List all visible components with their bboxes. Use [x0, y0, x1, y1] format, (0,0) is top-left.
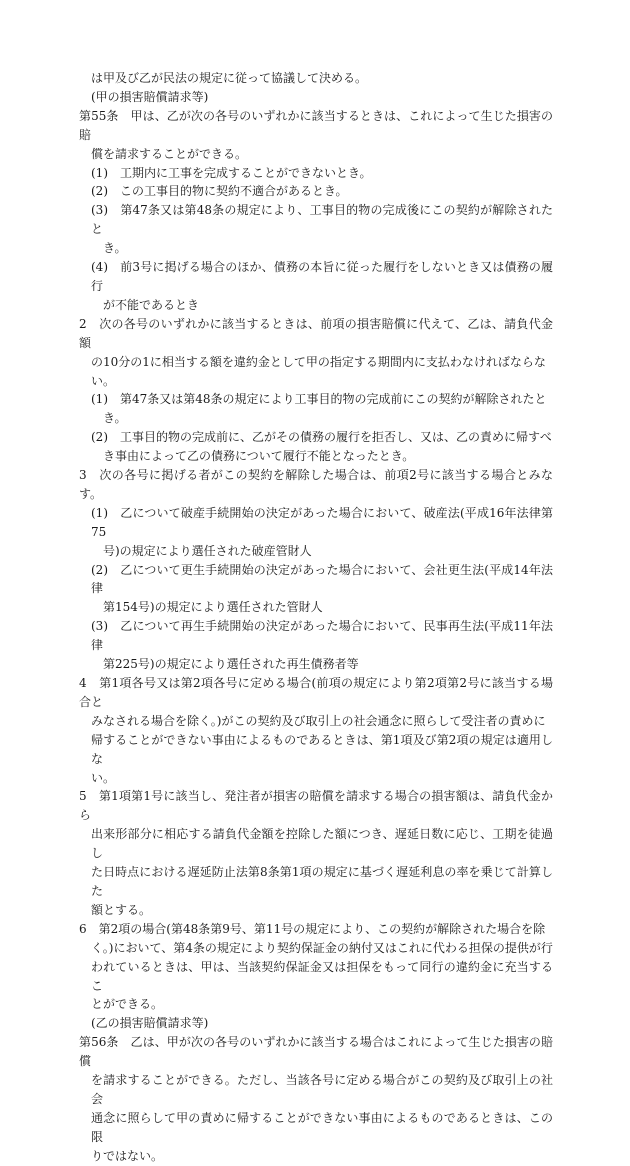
text-line: われているときは、甲は、当該契約保証金又は担保をもって同行の違約金に充当するこ	[91, 959, 553, 993]
text-line: き事由によって乙の債務について履行不能となったとき。	[103, 449, 415, 464]
item-line: (1) 工期内に工事を完成することができないとき。	[91, 165, 372, 180]
text-line: が不能であるとき	[103, 297, 200, 312]
item-line: (1) 乙について破産手続開始の決定があった場合において、破産法(平成16年法律第75	[91, 505, 553, 539]
paragraph-line: 5 第1項第1号に該当し、発注者が損害の賠償を請求する場合の損害額は、請負代金から	[79, 789, 553, 823]
text-line: 出来形部分に相応する請負代金額を控除した額につき、遅延日数に応じ、工期を徒過し	[91, 827, 553, 861]
text-line: 第225号)の規定により選任された再生債務者等	[103, 657, 359, 672]
text-line: を請求することができる。ただし、当該各号に定める場合がこの契約及び取引上の社会	[91, 1073, 553, 1106]
text-line: の10分の1に相当する額を違約金として甲の指定する期間内に支払わなければならな	[91, 354, 546, 369]
item-line: (2) この工事目的物に契約不適合があるとき。	[91, 184, 348, 199]
text-line: みなされる場合を除く。)がこの契約及び取引上の社会通念に照らして受注者の責めに	[91, 713, 546, 728]
item-line: (1) 第47条又は第48条の規定により工事目的物の完成前にこの契約が解除されたと	[91, 392, 547, 407]
contract-document	[79, 69, 553, 1166]
text-line: 第154号)の規定により選任された管財人	[103, 600, 323, 615]
article-line: 第55条 甲は、乙が次の各号のいずれかに該当するときは、これによって生じた損害の賠	[79, 108, 553, 142]
item-line: (2) 乙について更生手続開始の決定があった場合において、会社更生法(平成14年法律	[91, 562, 553, 596]
item-line: (2) 工事目的物の完成前に、乙がその債務の履行を拒否し、又は、乙の責めに帰すべ	[91, 430, 552, 445]
item-line: (4) 前3号に掲げる場合のほか、債務の本旨に従った履行をしないとき又は債務の履行	[91, 260, 553, 293]
text-line: 償を請求することができる。	[91, 146, 248, 161]
text-line: とができる。	[91, 997, 164, 1012]
text-line: 額とする。	[91, 902, 152, 917]
text-line: い。	[91, 373, 116, 388]
text-line: た日時点における遅延防止法第8条第1項の規定に基づく遅延利息の率を乗じて計算した	[91, 865, 553, 898]
text-line: 号)の規定により選任された破産管財人	[103, 543, 312, 558]
paragraph-line: 6 第2項の場合(第48条第9号、第11号の規定により、この契約が解除された場合を除	[79, 921, 546, 936]
text-line: 通念に照らして甲の責めに帰することができない事由によるものであるときは、この限	[91, 1110, 553, 1144]
text-line: き。	[103, 411, 127, 426]
text-line: は甲及び乙が民法の規定に従って協議して決める。	[91, 71, 368, 85]
text-line: い。	[91, 770, 116, 785]
paragraph-line: 2 次の各号のいずれかに該当するときは、前項の損害賠償に代えて、乙は、請負代金額	[79, 316, 553, 350]
paragraph-line: 4 第1項各号又は第2項各号に定める場合(前項の規定により第2項第2号に該当する場合と	[79, 676, 553, 709]
text-line: く。)において、第4条の規定により契約保証金の納付又はこれに代わる担保の提供が行	[91, 940, 553, 955]
article-line: 第56条 乙は、甲が次の各号のいずれかに該当する場合はこれによって生じた損害の賠償	[79, 1035, 553, 1069]
paragraph-line: 3 次の各号に掲げる者がこの契約を解除した場合は、前項2号に該当する場合とみなす。	[79, 468, 553, 501]
item-line: (3) 第47条又は第48条の規定により、工事目的物の完成後にこの契約が解除されたと	[91, 203, 553, 237]
text-line: き。	[103, 241, 127, 256]
item-line: (3) 乙について再生手続開始の決定があった場合において、民事再生法(平成11年法律	[91, 619, 553, 653]
text-line: りではない。	[91, 1148, 164, 1163]
text-line: 帰することができない事由によるものであるときは、第1項及び第2項の規定は適用しな	[91, 732, 553, 766]
section-heading: (乙の損害賠償請求等)	[91, 1016, 209, 1031]
section-heading: (甲の損害賠償請求等)	[91, 89, 209, 104]
